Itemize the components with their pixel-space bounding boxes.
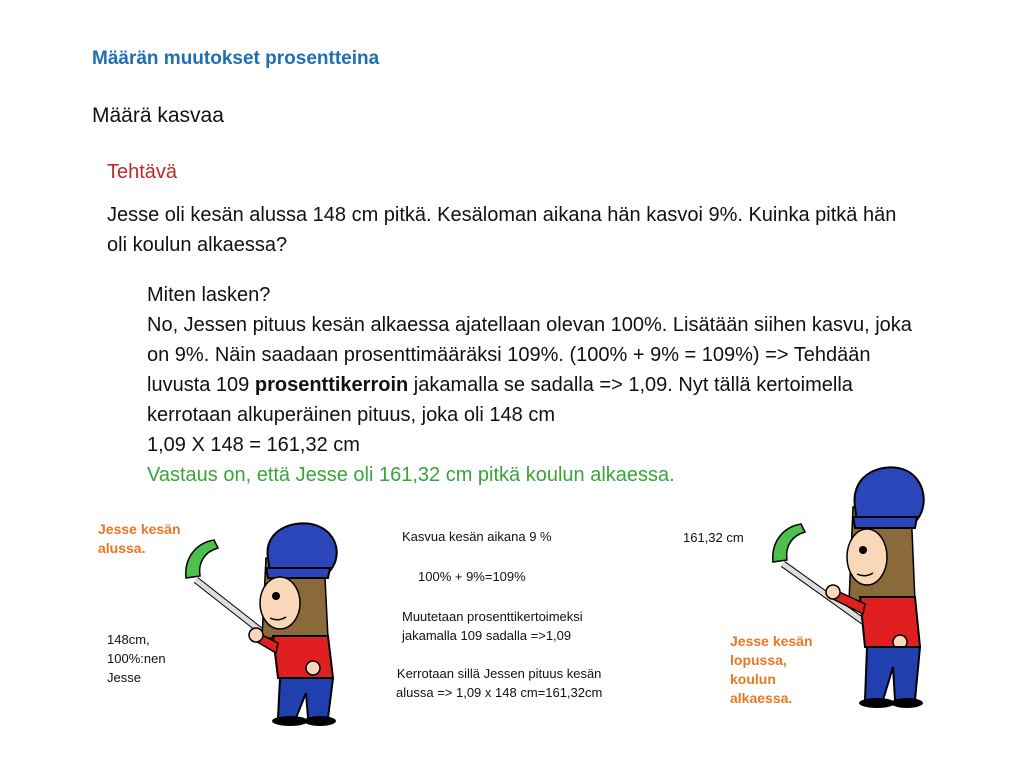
right-caption-line-4: alkaessa. <box>730 690 793 706</box>
solution-block <box>147 280 917 490</box>
right-caption-line-3: koulun <box>730 671 776 687</box>
step-4 <box>396 664 602 702</box>
page-subtitle: Määrä kasvaa <box>92 104 224 127</box>
left-figure-caption: Jesse kesän alussa. <box>98 521 181 556</box>
explanation-part1: No, Jessen pituus kesän alkaessa ajatellaan olevan 100%. Lisätään siihen kasvu, joka on 9%. Näin saadaan prosenttimääräksi 109%. (100% + 9% = 109%) => Tehdään luvusta 109 <box>147 314 912 396</box>
explanation-part2: jakamalla se sadalla => 1,09. Nyt tällä kertoimella kerrotaan alkuperäinen pituus, joka oli 148 cm <box>147 374 853 426</box>
solution-explanation <box>147 310 917 430</box>
note-line-3: Jesse <box>107 670 141 685</box>
step-2: 100% + 9%=109% <box>418 569 526 584</box>
task-label: Tehtävä <box>107 161 178 183</box>
right-caption-line-2: lopussa, <box>730 652 787 668</box>
step-1: Kasvua kesän aikana 9 % <box>402 529 552 544</box>
step-3-line-2: jakamalla 109 sadalla =>1,09 <box>402 628 572 643</box>
step-3 <box>402 607 583 645</box>
bold-term: prosenttikerroin <box>254 374 409 396</box>
note-line-2: 100%:nen <box>107 651 166 666</box>
jesse-start-illustration <box>178 518 358 728</box>
left-figure-note <box>107 630 166 687</box>
solution-calculation: 1,09 X 148 = 161,32 cm <box>147 434 360 456</box>
right-height-label: 161,32 cm <box>683 530 744 545</box>
step-4-line-1: Kerrotaan sillä Jessen pituus kesän <box>396 666 602 681</box>
task-text: Jesse oli kesän alussa 148 cm pitkä. Kesäloman aikana hän kasvoi 9%. Kuinka pitkä hän oli koulun alkaessa? <box>107 204 897 256</box>
step-4-line-2: alussa => 1,09 x 148 cm=161,32cm <box>396 685 603 700</box>
step-3-line-1: Muutetaan prosenttikertoimeksi <box>402 609 583 624</box>
page-title: Määrän muutokset prosentteina <box>92 48 380 69</box>
right-caption-line-1: Jesse kesän <box>730 633 813 649</box>
solution-question: Miten lasken? <box>147 284 271 306</box>
right-figure-caption <box>730 632 813 708</box>
note-line-1: 148cm, <box>107 632 150 647</box>
solution-answer: Vastaus on, että Jesse oli 161,32 cm pitkä koulun alkaessa. <box>147 464 675 486</box>
